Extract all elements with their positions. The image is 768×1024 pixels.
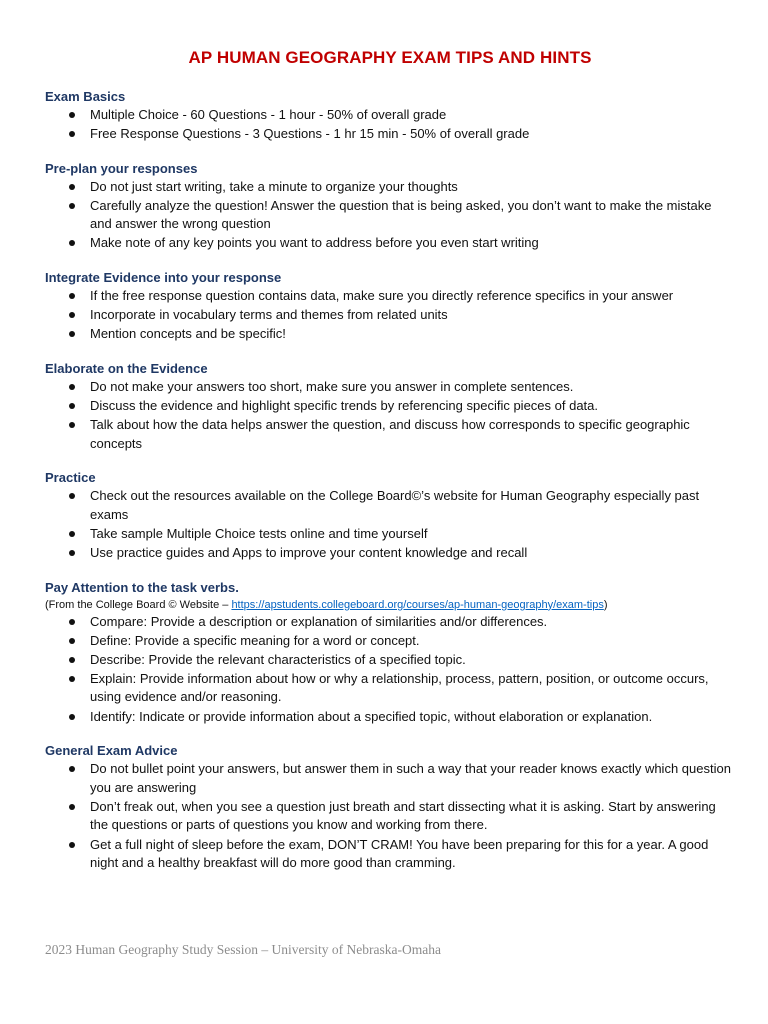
bullet-list xyxy=(45,106,735,144)
source-note: (From the College Board © Website – https://apstudents.collegeboard.org/courses/ap-human-geography/exam-tips) xyxy=(45,598,608,611)
section-practice xyxy=(45,469,735,562)
list-item: Identify: Indicate or provide information about a specified topic, without elaboration or explanation. xyxy=(45,708,735,727)
bullet-icon xyxy=(69,240,75,246)
list-item: Talk about how the data helps answer the question, and discuss how corresponds to specific geographic concepts xyxy=(45,416,735,453)
bullet-icon xyxy=(69,493,75,499)
bullet-icon xyxy=(69,203,75,209)
section-heading: Pre-plan your responses xyxy=(45,160,198,176)
section-heading: General Exam Advice xyxy=(45,743,178,759)
list-item: Use practice guides and Apps to improve your content knowledge and recall xyxy=(45,544,735,563)
bullet-icon xyxy=(69,312,75,318)
list-item: Take sample Multiple Choice tests online and time yourself xyxy=(45,525,735,544)
bullet-list xyxy=(45,287,735,344)
list-item: Free Response Questions - 3 Questions - 1 hr 15 min - 50% of overall grade xyxy=(45,125,735,144)
bullet-icon xyxy=(69,112,75,118)
bullet-icon xyxy=(69,657,75,663)
list-item: Do not bullet point your answers, but answer them in such a way that your reader knows exactly which question you are answering xyxy=(45,760,735,797)
bullet-list xyxy=(45,613,735,727)
bullet-icon xyxy=(69,842,75,848)
bullet-list xyxy=(45,487,735,562)
page-title: AP HUMAN GEOGRAPHY EXAM TIPS AND HINTS xyxy=(188,48,592,67)
section-integrate-evidence xyxy=(45,269,735,344)
bullet-icon xyxy=(69,293,75,299)
list-item: Describe: Provide the relevant characteristics of a specified topic. xyxy=(45,651,735,670)
list-item: Discuss the evidence and highlight specific trends by referencing specific pieces of data. xyxy=(45,397,735,416)
bullet-list xyxy=(45,760,735,873)
list-item: Mention concepts and be specific! xyxy=(45,325,735,344)
bullet-icon xyxy=(69,638,75,644)
list-item: Check out the resources available on the College Board©’s website for Human Geography especially past exams xyxy=(45,487,735,524)
list-item: Incorporate in vocabulary terms and themes from related units xyxy=(45,306,735,325)
section-exam-basics xyxy=(45,88,735,144)
section-heading: Exam Basics xyxy=(45,89,126,104)
section-pre-plan xyxy=(45,160,735,253)
bullet-icon xyxy=(69,403,75,409)
list-item: Carefully analyze the question! Answer the question that is being asked, you don’t want to make the mistake and answer the wrong question xyxy=(45,197,735,234)
bullet-icon xyxy=(69,331,75,337)
bullet-icon xyxy=(69,804,75,810)
list-item: Multiple Choice - 60 Questions - 1 hour - 50% of overall grade xyxy=(45,106,735,125)
bullet-icon xyxy=(69,550,75,556)
list-item: Explain: Provide information about how or why a relationship, process, pattern, position, or outcome occurs, using evidence and/or reasoning. xyxy=(45,670,735,707)
bullet-icon xyxy=(69,384,75,390)
bullet-icon xyxy=(69,619,75,625)
section-heading: Practice xyxy=(45,470,96,486)
document-page xyxy=(45,48,735,889)
list-item: Do not just start writing, take a minute to organize your thoughts xyxy=(45,178,735,197)
bullet-icon xyxy=(69,184,75,190)
list-item: Make note of any key points you want to address before you even start writing xyxy=(45,234,735,253)
section-task-verbs xyxy=(45,579,735,727)
bullet-icon xyxy=(69,131,75,137)
list-item: If the free response question contains data, make sure you directly reference specifics in your answer xyxy=(45,287,735,306)
section-heading: Pay Attention to the task verbs. xyxy=(45,579,239,595)
list-item: Don’t freak out, when you see a question just breath and start dissecting what it is asking. Start by answering the questions or parts of questions you know and working from there. xyxy=(45,798,735,835)
bullet-list xyxy=(45,378,735,453)
section-elaborate-evidence xyxy=(45,360,735,453)
bullet-icon xyxy=(69,531,75,537)
section-heading: Integrate Evidence into your response xyxy=(45,270,282,286)
list-item: Define: Provide a specific meaning for a word or concept. xyxy=(45,632,735,651)
list-item: Compare: Provide a description or explanation of similarities and/or differences. xyxy=(45,613,735,632)
bullet-icon xyxy=(69,422,75,428)
list-item: Get a full night of sleep before the exam, DON’T CRAM! You have been preparing for this for a year. A good night and a healthy breakfast will do more good than cramming. xyxy=(45,836,735,873)
bullet-icon xyxy=(69,676,75,682)
bullet-icon xyxy=(69,714,75,720)
section-general-advice xyxy=(45,742,735,873)
list-item: Do not make your answers too short, make sure you answer in complete sentences. xyxy=(45,378,735,397)
section-heading: Elaborate on the Evidence xyxy=(45,360,208,376)
page-footer: 2023 Human Geography Study Session – University of Nebraska-Omaha xyxy=(45,942,441,957)
bullet-list xyxy=(45,178,735,253)
bullet-icon xyxy=(69,766,75,772)
college-board-link[interactable]: https://apstudents.collegeboard.org/courses/ap-human-geography/exam-tips xyxy=(231,598,604,611)
